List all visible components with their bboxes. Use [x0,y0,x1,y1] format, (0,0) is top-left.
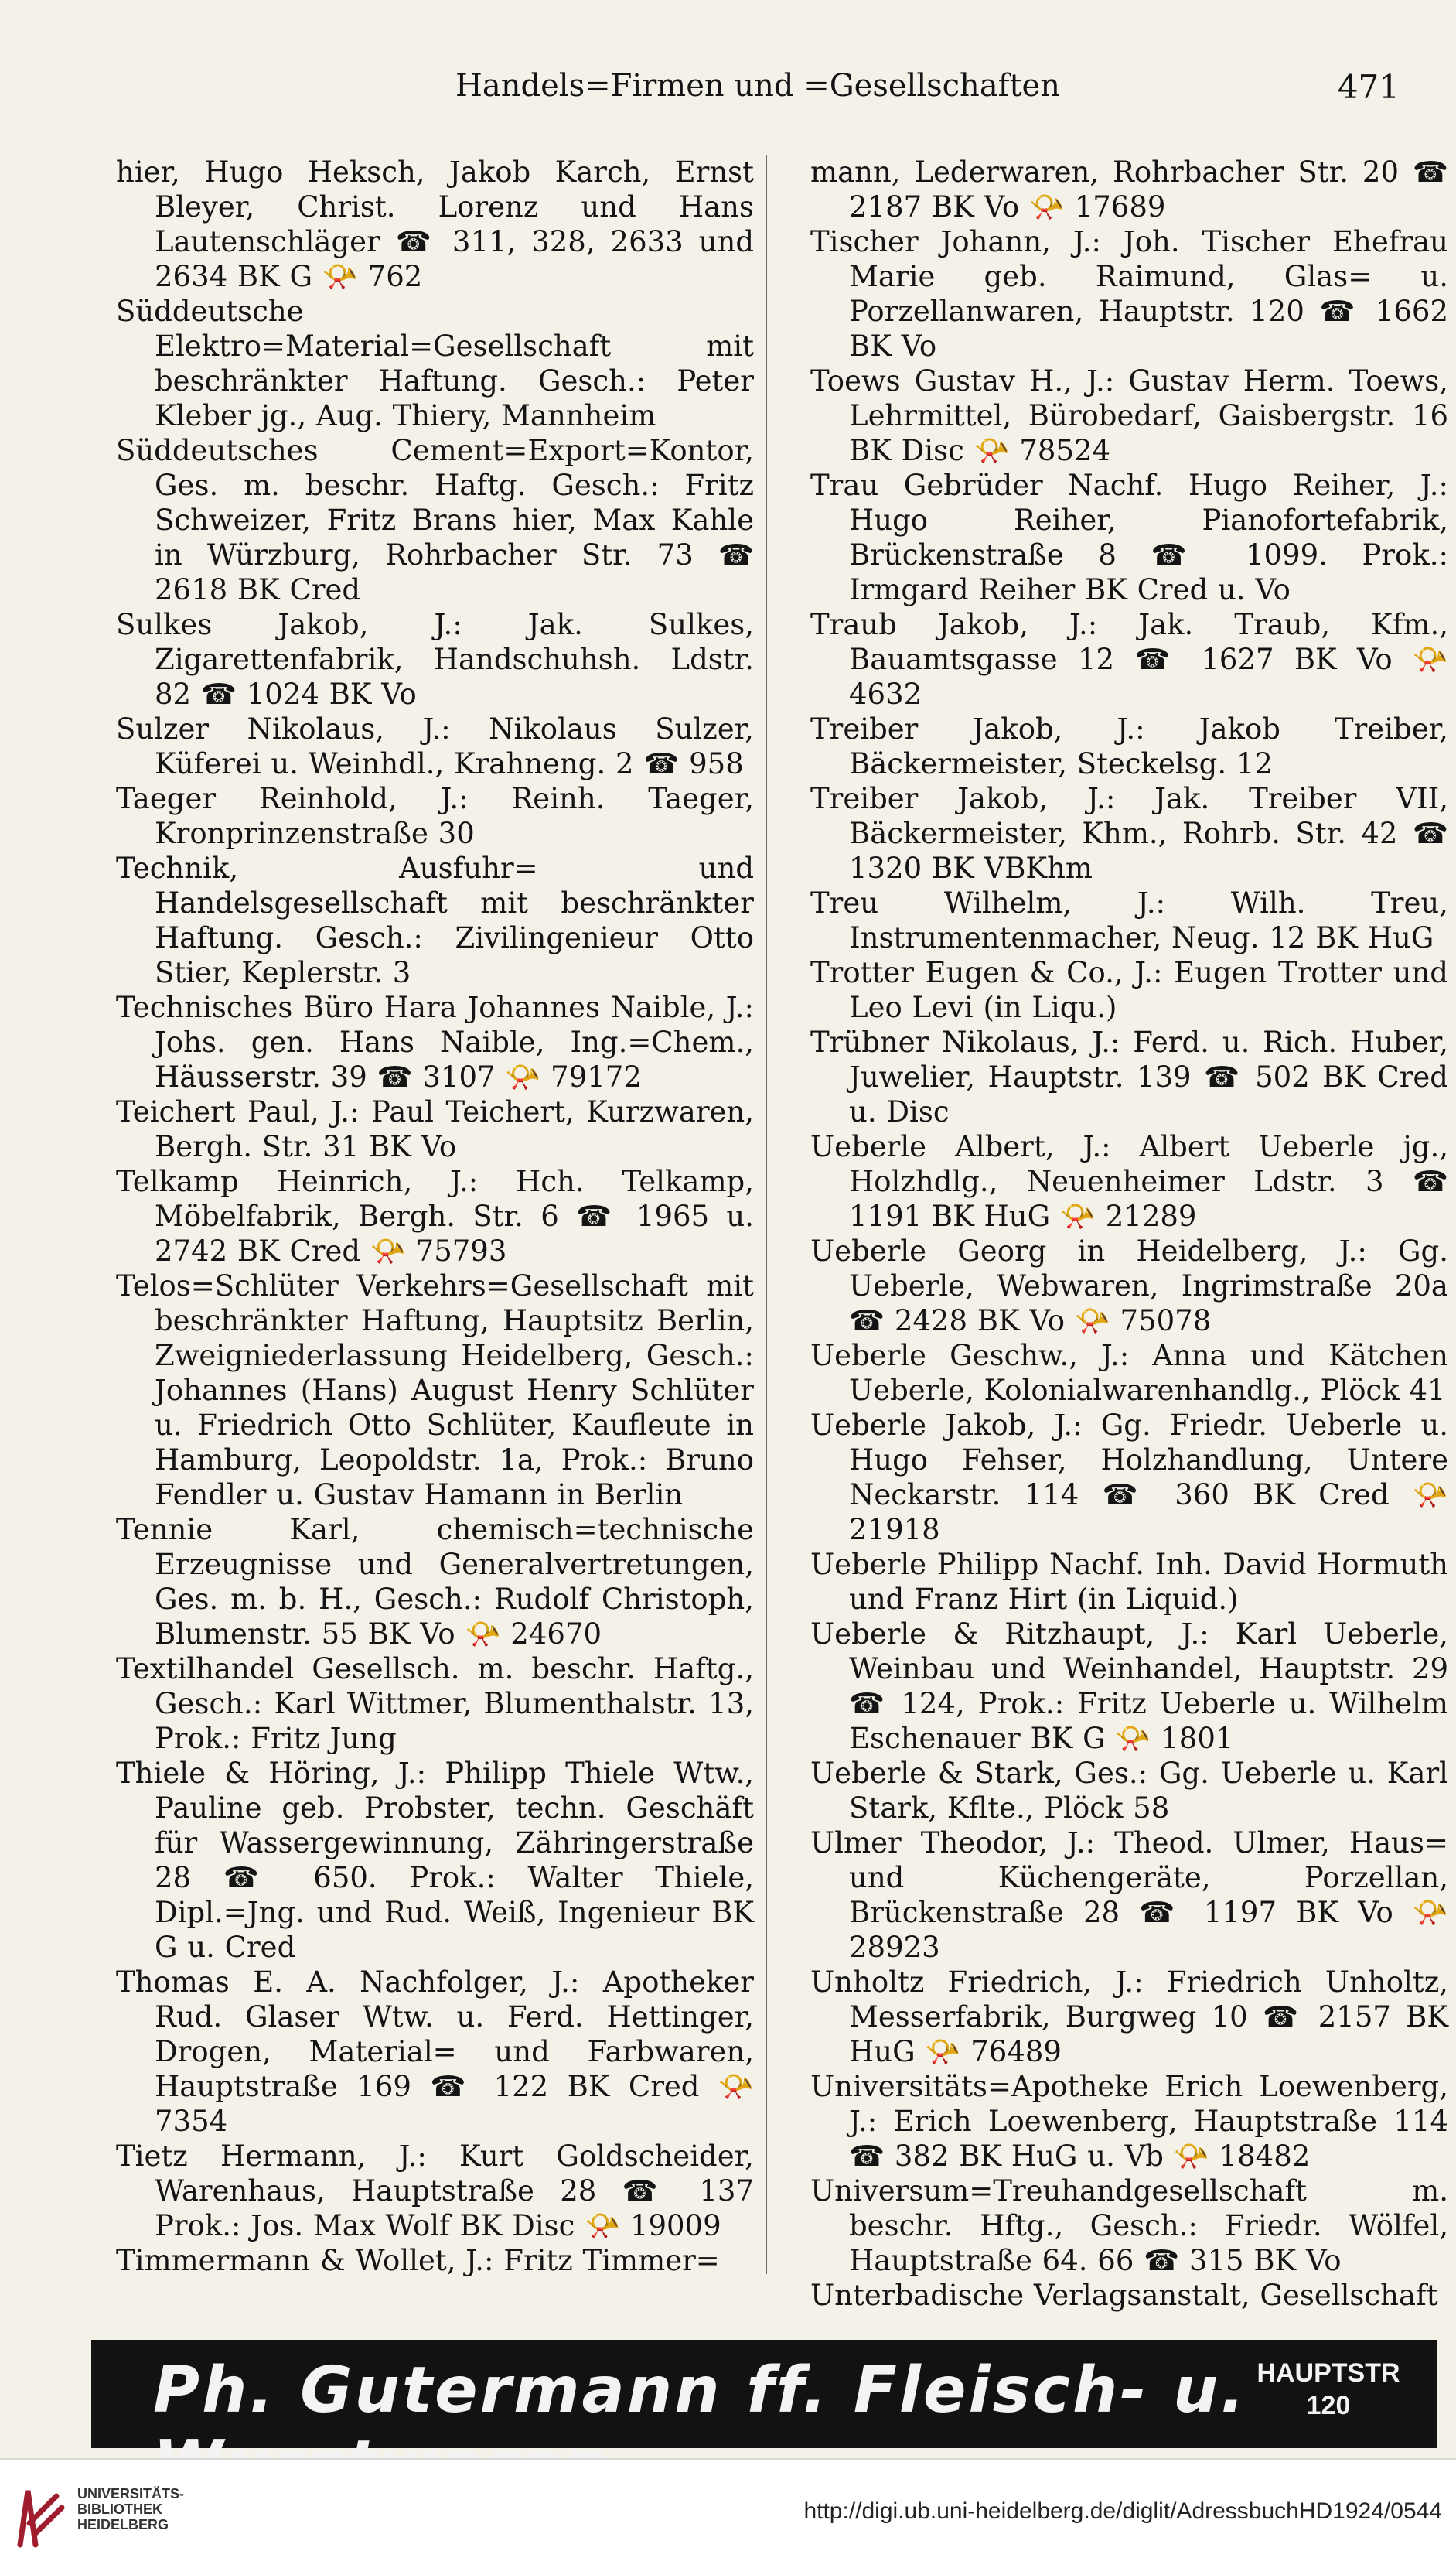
directory-entry: Tennie Karl, chemisch=technische Erzeugnisse und Generalvertretungen, Ges. m. b. H., Gesch.: Rudolf Christoph, Blumenstr. 55 BK Vo 📯 24670 [116,1513,754,1651]
directory-entry: Trau Gebrüder Nachf. Hugo Reiher, J.: Hugo Reiher, Pianofortefabrik, Brückenstraße 8 ☎ 1099. Prok.: Irmgard Reiher BK Cred u. Vo [810,469,1448,606]
directory-entry: Toews Gustav H., J.: Gustav Herm. Toews, Lehrmittel, Bürobedarf, Gaisbergstr. 16 BK Disc 📯 78524 [810,364,1448,467]
directory-entry: Tischer Johann, J.: Joh. Tischer Ehefrau Marie geb. Raimund, Glas= u. Porzellanwaren, Hauptstr. 120 ☎ 1662 BK Vo [810,225,1448,363]
left-column [116,155,754,2278]
advertisement-street: HAUPTSTR [1257,2358,1400,2388]
directory-entry: Universitäts=Apotheke Erich Loewenberg, J.: Erich Loewenberg, Hauptstraße 114 ☎ 382 BK HuG u. Vb 📯 18482 [810,2070,1448,2173]
page-title: Handels=Firmen und =Gesellschaften [455,68,1060,104]
directory-entry: Ueberle Geschw., J.: Anna und Kätchen Ueberle, Kolonialwarenhandlg., Plöck 41 [810,1339,1448,1407]
directory-entry: Unholtz Friedrich, J.: Friedrich Unholtz, Messerfabrik, Burgweg 10 ☎ 2157 BK HuG 📯 76489 [810,1965,1448,2068]
directory-entry: Ueberle Philipp Nachf. Inh. David Hormuth und Franz Hirt (in Liquid.) [810,1548,1448,1616]
page-header [116,68,1400,114]
directory-entry: Ueberle & Ritzhaupt, J.: Karl Ueberle, Weinbau und Weinhandel, Hauptstr. 29 ☎ 124, Prok.: Fritz Ueberle u. Wilhelm Eschenauer BK G 📯 1801 [810,1617,1448,1755]
directory-entry: Trübner Nikolaus, J.: Ferd. u. Rich. Huber, Juwelier, Hauptstr. 139 ☎ 502 BK Cred u. Disc [810,1026,1448,1129]
advertisement-banner [91,2340,1437,2448]
directory-entry: hier, Hugo Heksch, Jakob Karch, Ernst Bleyer, Christ. Lorenz und Hans Lautenschläger ☎ 311, 328, 2633 und 2634 BK G 📯 762 [116,155,754,293]
source-url-link[interactable]: http://digi.ub.uni-heidelberg.de/diglit/AdressbuchHD1924/0544 [803,2498,1442,2524]
directory-entry: Treiber Jakob, J.: Jakob Treiber, Bäckermeister, Steckelsg. 12 [810,712,1448,780]
right-column [810,155,1448,2313]
library-name [77,2486,184,2532]
directory-entry: Sulzer Nikolaus, J.: Nikolaus Sulzer, Küferei u. Weinhdl., Krahneng. 2 ☎ 958 [116,712,754,780]
university-library-logo-icon [14,2477,68,2554]
directory-entry: Technik, Ausfuhr= und Handelsgesellschaft mit beschränkter Haftung. Gesch.: Zivilingenieur Otto Stier, Keplerstr. 3 [116,852,754,989]
directory-entry: Timmermann & Wollet, J.: Fritz Timmer= [116,2244,720,2277]
directory-entry: Ueberle Georg in Heidelberg, J.: Gg. Ueberle, Webwaren, Ingrimstraße 20a ☎ 2428 BK Vo 📯 75078 [810,1234,1448,1337]
directory-entry: Traub Jakob, J.: Jak. Traub, Kfm., Bauamtsgasse 12 ☎ 1627 BK Vo 📯 4632 [810,608,1448,711]
directory-entry: Unterbadische Verlagsanstalt, Gesellschaft [810,2279,1438,2312]
page-number: 471 [1337,68,1400,106]
directory-entry: Thiele & Höring, J.: Philipp Thiele Wtw., Pauline geb. Probster, techn. Geschäft für Wassergewinnung, Zähringerstraße 28 ☎ 650. Prok.: Walter Thiele, Dipl.=Jng. und Rud. Weiß, Ingenieur BK G u. Cred [116,1757,754,1964]
directory-entry: Treu Wilhelm, J.: Wilh. Treu, Instrumentenmacher, Neug. 12 BK HuG [810,886,1448,954]
library-name-line: UNIVERSITÄTS- [77,2486,185,2501]
page-footer [0,2458,1456,2568]
directory-entry: Telos=Schlüter Verkehrs=Gesellschaft mit beschränkter Haftung, Hauptsitz Berlin, Zweigniederlassung Heidelberg, Gesch.: Johannes (Hans) August Henry Schlüter u. Friedrich Otto Schlüter, Kaufleute in Hamburg, Leopoldstr. 1a, Prok.: Bruno Fendler u. Gustav Hamann in Berlin [116,1269,754,1511]
library-name-line: BIBLIOTHEK [77,2501,162,2517]
directory-entry: Textilhandel Gesellsch. m. beschr. Haftg., Gesch.: Karl Wittmer, Blumenthalstr. 13, Prok.: Fritz Jung [116,1652,754,1755]
directory-entry: Trotter Eugen & Co., J.: Eugen Trotter und Leo Levi (in Liqu.) [810,956,1448,1024]
directory-entry: Taeger Reinhold, J.: Reinh. Taeger, Kronprinzenstraße 30 [116,782,754,850]
advertisement-house-number: 120 [1306,2391,1351,2420]
advertisement-text: Ph. Gutermann ff. Fleisch- u. [153,2354,1247,2427]
directory-entry: Ueberle Albert, J.: Albert Ueberle jg., Holzhdlg., Neuenheimer Ldstr. 3 ☎ 1191 BK HuG 📯 21289 [810,1130,1448,1233]
library-name-line: HEIDELBERG [77,2517,169,2532]
directory-entry: Teichert Paul, J.: Paul Teichert, Kurzwaren, Bergh. Str. 31 BK Vo [116,1095,754,1163]
directory-entry: Süddeutsche Elektro=Material=Gesellschaft mit beschränkter Haftung. Gesch.: Peter Kleber jg., Aug. Thiery, Mannheim [116,295,754,432]
directory-entry: Ueberle & Stark, Ges.: Gg. Ueberle u. Karl Stark, Kflte., Plöck 58 [810,1757,1448,1825]
directory-entry: Treiber Jakob, J.: Jak. Treiber VII, Bäckermeister, Khm., Rohrb. Str. 42 ☎ 1320 BK VBKhm [810,782,1448,885]
directory-entry: Sulkes Jakob, J.: Jak. Sulkes, Zigarettenfabrik, Handschuhsh. Ldstr. 82 ☎ 1024 BK Vo [116,608,754,711]
directory-entry: Technisches Büro Hara Johannes Naible, J.: Johs. gen. Hans Naible, Ing.=Chem., Häusserstr. 39 ☎ 3107 📯 79172 [116,991,754,1094]
directory-entry: Ueberle Jakob, J.: Gg. Friedr. Ueberle u. Hugo Fehser, Holzhandlung, Untere Neckarstr. 114 ☎ 360 BK Cred 📯 21918 [810,1409,1448,1546]
column-divider [766,155,767,2274]
directory-entry: Ulmer Theodor, J.: Theod. Ulmer, Haus= und Küchengeräte, Porzellan, Brückenstraße 28 ☎ 1197 BK Vo 📯 28923 [810,1826,1448,1964]
directory-entry: Süddeutsches Cement=Export=Kontor, Ges. m. beschr. Haftg. Gesch.: Fritz Schweizer, Fritz Brans hier, Max Kahle in Würzburg, Rohrbacher Str. 73 ☎ 2618 BK Cred [116,434,754,606]
directory-entry: mann, Lederwaren, Rohrbacher Str. 20 ☎ 2187 BK Vo 📯 17689 [810,155,1448,224]
directory-entry: Thomas E. A. Nachfolger, J.: Apotheker Rud. Glaser Wtw. u. Ferd. Hettinger, Drogen, Material= und Farbwaren, Hauptstraße 169 ☎ 122 BK Cred 📯 7354 [116,1965,754,2138]
directory-entry: Tietz Hermann, J.: Kurt Goldscheider, Warenhaus, Hauptstraße 28 ☎ 137 Prok.: Jos. Max Wolf BK Disc 📯 19009 [116,2139,754,2242]
directory-entry: Universum=Treuhandgesellschaft m. beschr. Hftg., Gesch.: Friedr. Wölfel, Hauptstraße 64. 66 ☎ 315 BK Vo [810,2174,1448,2277]
directory-entry: Telkamp Heinrich, J.: Hch. Telkamp, Möbelfabrik, Bergh. Str. 6 ☎ 1965 u. 2742 BK Cred 📯 75793 [116,1165,754,1268]
advertisement-address [1251,2357,1406,2422]
